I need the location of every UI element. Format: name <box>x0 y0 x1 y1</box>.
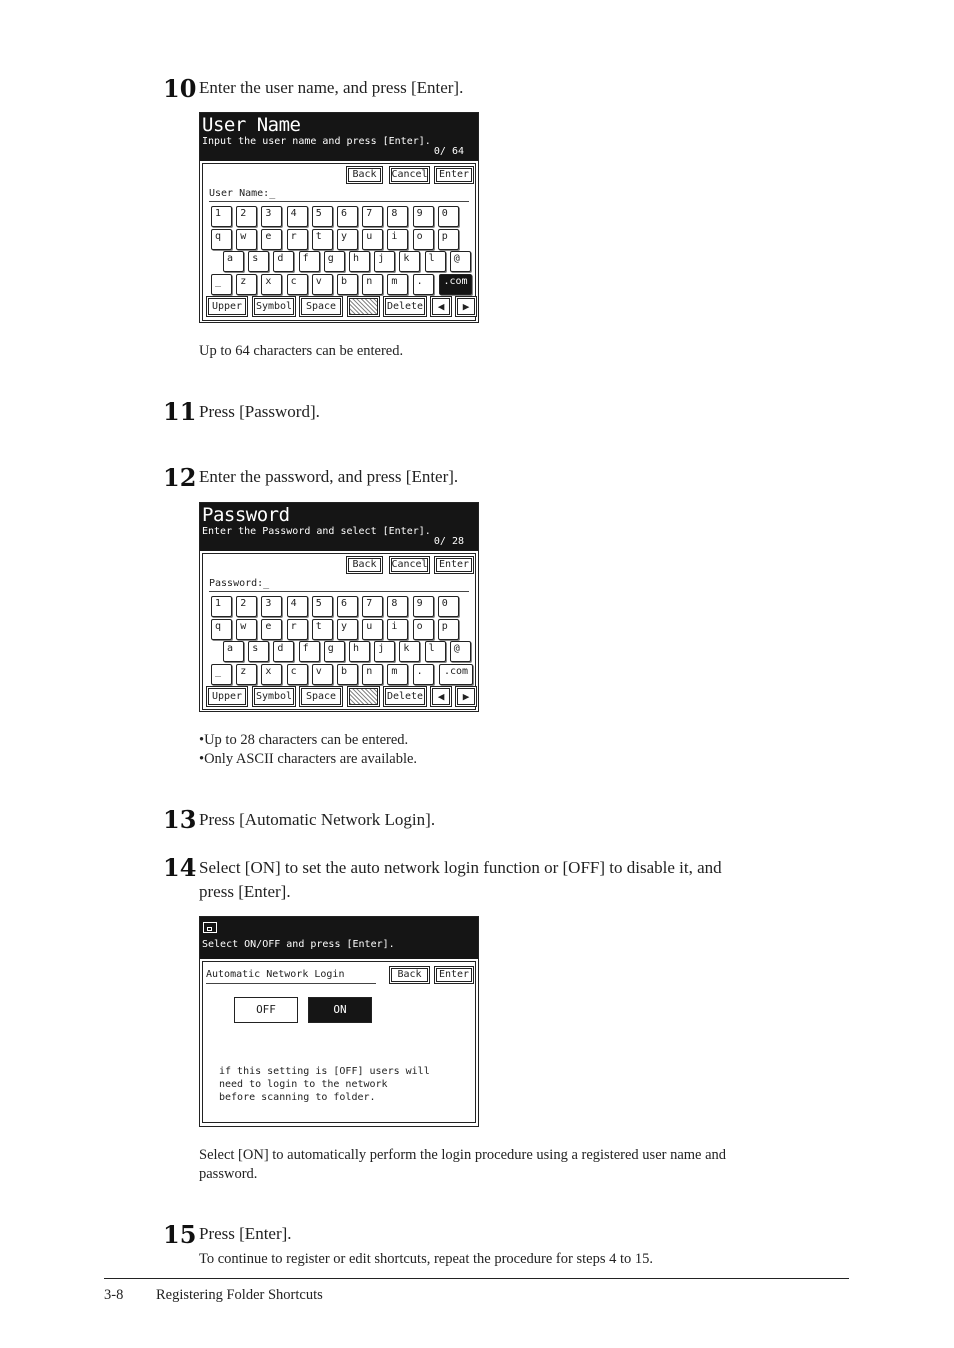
key-z[interactable]: z <box>236 274 257 295</box>
screen-header <box>200 917 478 959</box>
key-7[interactable]: 7 <box>362 206 383 227</box>
password-note-2: •Only ASCII characters are available. <box>199 751 418 767</box>
key-q[interactable]: q <box>211 619 232 640</box>
key-r[interactable]: r <box>287 619 308 640</box>
cancel-button[interactable]: Cancel <box>389 166 430 184</box>
upper-key[interactable]: Upper <box>206 686 248 707</box>
help-text-line-3: before scanning to folder. <box>219 1092 376 1103</box>
delete-key[interactable]: Delete <box>383 296 427 317</box>
key-9[interactable]: 9 <box>413 596 434 617</box>
key-d[interactable]: d <box>273 251 294 272</box>
page-number: 3-8 <box>104 1287 124 1303</box>
key-at[interactable]: @ <box>450 251 471 272</box>
key-n[interactable]: n <box>362 664 383 685</box>
help-text-line-2: need to login to the network <box>219 1079 388 1090</box>
off-button[interactable]: OFF <box>234 997 298 1023</box>
key-7[interactable]: 7 <box>362 596 383 617</box>
key-c[interactable]: c <box>287 274 308 295</box>
key-e[interactable]: e <box>261 229 282 250</box>
key-c[interactable]: c <box>287 664 308 685</box>
left-arrow-key[interactable]: ◀ <box>430 296 452 317</box>
key-2[interactable]: 2 <box>236 596 257 617</box>
key-3[interactable]: 3 <box>261 596 282 617</box>
key-u[interactable]: u <box>362 229 383 250</box>
field-underline <box>209 201 469 202</box>
step-text-14-line2: press [Enter]. <box>199 882 291 901</box>
key-e[interactable]: e <box>261 619 282 640</box>
key-w[interactable]: w <box>236 229 257 250</box>
key-w[interactable]: w <box>236 619 257 640</box>
key-g[interactable]: g <box>324 251 345 272</box>
key-i[interactable]: i <box>387 619 408 640</box>
key-p[interactable]: p <box>438 619 459 640</box>
char-counter: 0/ 28 <box>433 536 464 547</box>
key-0[interactable]: 0 <box>438 596 459 617</box>
step-number-11: 11 <box>163 397 197 426</box>
key-1[interactable]: 1 <box>211 596 232 617</box>
field-underline <box>209 591 469 592</box>
username-screen <box>199 112 479 323</box>
key-m[interactable]: m <box>387 664 408 685</box>
step-number-12: 12 <box>163 463 197 492</box>
back-button[interactable]: Back <box>346 166 383 184</box>
key-u[interactable]: u <box>362 619 383 640</box>
key-x[interactable]: x <box>261 664 282 685</box>
password-field-label: Password:_ <box>209 578 270 589</box>
key-5[interactable]: 5 <box>312 206 333 227</box>
key-j[interactable]: j <box>374 251 395 272</box>
key-a[interactable]: a <box>223 251 244 272</box>
key-h[interactable]: h <box>349 251 370 272</box>
step-text-13: Press [Automatic Network Login]. <box>199 810 436 829</box>
key-o[interactable]: o <box>413 619 434 640</box>
key-l[interactable]: l <box>425 251 446 272</box>
screen-title: Password <box>202 504 290 526</box>
key-j[interactable]: j <box>374 641 395 662</box>
enter-button[interactable]: Enter <box>434 556 474 574</box>
key-n[interactable]: n <box>362 274 383 295</box>
key-3[interactable]: 3 <box>261 206 282 227</box>
key-g[interactable]: g <box>324 641 345 662</box>
screen-prompt: Enter the Password and select [Enter]. <box>202 526 431 537</box>
step-text-10: Enter the user name, and press [Enter]. <box>199 78 464 97</box>
hatched-key[interactable] <box>347 296 380 317</box>
key-d[interactable]: d <box>273 641 294 662</box>
key-z[interactable]: z <box>236 664 257 685</box>
key-1[interactable]: 1 <box>211 206 232 227</box>
auto-login-note-1: Select [ON] to automatically perform the login procedure using a registered user name and <box>199 1147 727 1163</box>
screen-body <box>202 961 476 1123</box>
screen-title: User Name <box>202 114 301 136</box>
key-4[interactable]: 4 <box>287 206 308 227</box>
key-k[interactable]: k <box>399 641 420 662</box>
key-b[interactable]: b <box>337 274 358 295</box>
key-4[interactable]: 4 <box>287 596 308 617</box>
folder-icon <box>203 922 217 933</box>
step-number-10: 10 <box>163 74 197 103</box>
key-y[interactable]: y <box>337 229 358 250</box>
section-underline <box>206 983 376 984</box>
step-text-12: Enter the password, and press [Enter]. <box>199 467 459 486</box>
key-underscore[interactable]: _ <box>211 664 232 685</box>
key-period[interactable]: . <box>413 664 434 685</box>
key-8[interactable]: 8 <box>387 206 408 227</box>
key-at[interactable]: @ <box>450 641 471 662</box>
key-f[interactable]: f <box>299 641 320 662</box>
key-period[interactable]: . <box>413 274 434 295</box>
key-q[interactable]: q <box>211 229 232 250</box>
right-arrow-key[interactable]: ▶ <box>455 296 477 317</box>
key-underscore[interactable]: _ <box>211 274 232 295</box>
screen-prompt: Input the user name and press [Enter]. <box>202 136 431 147</box>
step-number-15: 15 <box>163 1220 197 1249</box>
on-button[interactable]: ON <box>308 997 372 1023</box>
key-x[interactable]: x <box>261 274 282 295</box>
screen-header <box>200 503 478 551</box>
cancel-button[interactable]: Cancel <box>389 556 430 574</box>
key-k[interactable]: k <box>399 251 420 272</box>
password-screen <box>199 502 479 712</box>
auto-login-note-2: password. <box>199 1166 258 1182</box>
key-6[interactable]: 6 <box>337 596 358 617</box>
key-o[interactable]: o <box>413 229 434 250</box>
char-counter: 0/ 64 <box>433 146 464 157</box>
key-h[interactable]: h <box>349 641 370 662</box>
upper-key[interactable]: Upper <box>206 296 248 317</box>
key-6[interactable]: 6 <box>337 206 358 227</box>
help-text-line-1: if this setting is [OFF] users will <box>219 1066 430 1077</box>
key-t[interactable]: t <box>312 229 333 250</box>
step-text-15: Press [Enter]. <box>199 1224 292 1243</box>
section-label: Automatic Network Login <box>206 969 345 980</box>
key-l[interactable]: l <box>425 641 446 662</box>
username-note: Up to 64 characters can be entered. <box>199 343 404 359</box>
keyboard <box>211 206 473 318</box>
key-v[interactable]: v <box>312 664 333 685</box>
hatched-key[interactable] <box>347 686 380 707</box>
key-0[interactable]: 0 <box>438 206 459 227</box>
back-button[interactable]: Back <box>389 966 430 984</box>
step-text-11: Press [Password]. <box>199 402 320 421</box>
step-number-13: 13 <box>163 805 197 834</box>
key-f[interactable]: f <box>299 251 320 272</box>
key-a[interactable]: a <box>223 641 244 662</box>
key-s[interactable]: s <box>248 251 269 272</box>
step-15-subtext: To continue to register or edit shortcuts, repeat the procedure for steps 4 to 15. <box>199 1251 653 1267</box>
enter-button[interactable]: Enter <box>434 966 474 984</box>
key-r[interactable]: r <box>287 229 308 250</box>
symbol-key[interactable]: Symbol <box>252 686 296 707</box>
username-field-label: User Name:_ <box>209 188 276 199</box>
dotcom-key[interactable]: .com <box>439 274 472 295</box>
key-9[interactable]: 9 <box>413 206 434 227</box>
auto-login-screen <box>199 916 479 1127</box>
right-arrow-key[interactable]: ▶ <box>455 686 477 707</box>
key-y[interactable]: y <box>337 619 358 640</box>
key-t[interactable]: t <box>312 619 333 640</box>
dotcom-key[interactable]: .com <box>439 664 473 685</box>
delete-key[interactable]: Delete <box>383 686 427 707</box>
step-number-14: 14 <box>163 853 197 882</box>
screen-body <box>202 163 476 321</box>
footer-section-title: Registering Folder Shortcuts <box>156 1287 323 1303</box>
key-s[interactable]: s <box>248 641 269 662</box>
key-p[interactable]: p <box>438 229 459 250</box>
back-button[interactable]: Back <box>346 556 383 574</box>
screen-prompt: Select ON/OFF and press [Enter]. <box>202 939 395 950</box>
key-b[interactable]: b <box>337 664 358 685</box>
symbol-key[interactable]: Symbol <box>252 296 296 317</box>
key-v[interactable]: v <box>312 274 333 295</box>
screen-body <box>202 553 476 710</box>
key-i[interactable]: i <box>387 229 408 250</box>
keyboard <box>211 596 473 708</box>
left-arrow-key[interactable]: ◀ <box>430 686 452 707</box>
key-2[interactable]: 2 <box>236 206 257 227</box>
footer-rule <box>104 1278 849 1279</box>
screen-header <box>200 113 478 161</box>
password-note-1: •Up to 28 characters can be entered. <box>199 732 409 748</box>
enter-button[interactable]: Enter <box>434 166 474 184</box>
key-5[interactable]: 5 <box>312 596 333 617</box>
space-key[interactable]: Space <box>299 686 343 707</box>
key-8[interactable]: 8 <box>387 596 408 617</box>
space-key[interactable]: Space <box>299 296 343 317</box>
step-text-14-line1: Select [ON] to set the auto network login function or [OFF] to disable it, and <box>199 858 722 877</box>
key-m[interactable]: m <box>387 274 408 295</box>
